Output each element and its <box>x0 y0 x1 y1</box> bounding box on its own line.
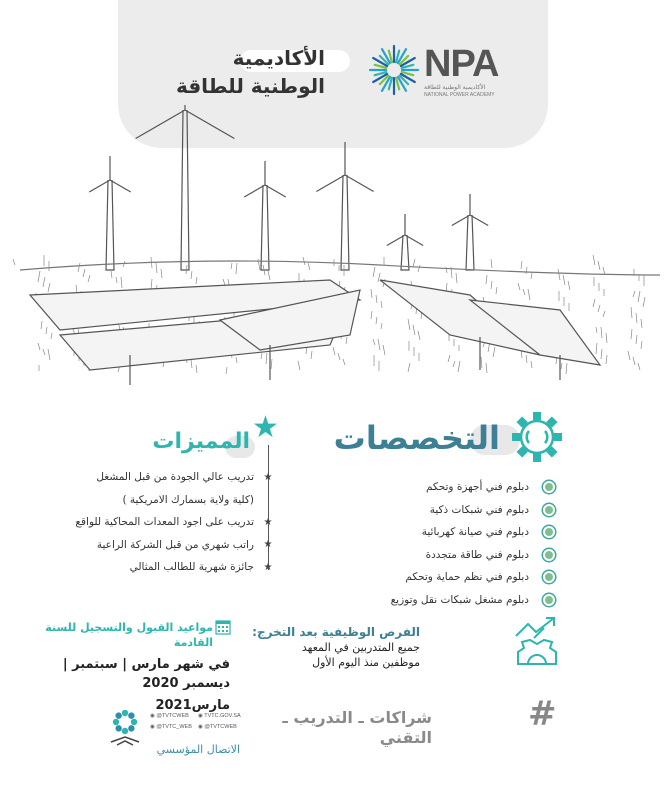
features-title: المميزات <box>152 429 250 454</box>
feature-star-icon: ★ <box>263 471 273 483</box>
spec-bullet-icon <box>543 481 555 493</box>
feature-item: تدريب على اجود المعدات المحاكية للواقع <box>75 516 254 529</box>
feature-item: جائزة شهرية للطالب المثالي <box>129 561 254 574</box>
spec-row <box>290 521 555 544</box>
feature-item: (كلية ولاية بسمارك الامريكية ) <box>122 493 254 506</box>
spec-bullet-icon <box>543 504 555 516</box>
specializations-list <box>290 476 555 611</box>
features-list <box>10 466 274 579</box>
jobs-line-1: جميع المتدربين في المعهد <box>301 641 420 654</box>
feature-item: تدريب عالي الجودة من قبل المشغل <box>96 471 254 484</box>
spec-bullet-icon <box>543 549 555 561</box>
feature-row <box>10 556 274 579</box>
feature-star-icon: ★ <box>263 561 273 573</box>
social-handle: TVTC.GOV.SA <box>204 713 241 719</box>
npa-logo-english: NATIONAL POWER ACADEMY <box>424 92 495 98</box>
gear-icon <box>508 408 566 466</box>
star-icon: ★ <box>252 410 279 445</box>
hashtag-icon: # <box>528 694 557 734</box>
feature-row <box>10 466 274 489</box>
social-website[interactable]: ◉ TVTC.GOV.SA <box>198 713 241 719</box>
npa-sunburst-icon <box>368 44 420 96</box>
title-line-2: الوطنية للطاقة <box>175 74 325 98</box>
spec-row <box>290 499 555 522</box>
social-handle: @TVTCWEB <box>204 724 237 730</box>
registration-dates: في شهر مارس | سبتمبر | ديسمبر 2020 <box>62 657 230 691</box>
spec-item: دبلوم فني شبكات ذكية <box>429 503 529 516</box>
jobs-title: الفرص الوظيفية بعد التخرج: <box>252 625 420 639</box>
social-instagram[interactable]: ◉ @TVTC_WEB <box>150 724 192 730</box>
npa-logo-text: NPA <box>424 43 499 85</box>
academy-title <box>150 44 325 100</box>
feature-item: راتب شهري من قبل الشركة الراعية <box>96 538 254 551</box>
spec-bullet-icon <box>543 571 555 583</box>
npa-logo <box>424 44 534 99</box>
spec-row <box>290 566 555 589</box>
jobs-section <box>237 624 505 670</box>
specializations-title: التخصصات <box>333 419 500 457</box>
spec-item: دبلوم فني أجهزة وتحكم <box>425 481 529 494</box>
hashtag-text: شراكات ـ التدريب ـ التقني <box>282 708 432 747</box>
social-links <box>150 712 246 731</box>
spec-row <box>290 589 555 612</box>
spec-bullet-icon <box>543 594 555 606</box>
corporate-communication: الاتصال المؤسسي <box>156 743 240 756</box>
spec-item: دبلوم مشغل شبكات نقل وتوزيع <box>390 593 529 606</box>
spec-row <box>290 476 555 499</box>
registration-title: مواعيد القبول والتسجيل للسنة القادمة <box>45 621 213 649</box>
feature-star-icon: ★ <box>263 516 273 528</box>
registration-section <box>15 620 230 715</box>
feature-row <box>10 534 274 557</box>
registration-dates-2021: مارس2021 <box>155 698 230 713</box>
npa-logo-arabic: الأكاديمية الوطنية للطاقة <box>424 84 486 91</box>
spec-item: دبلوم فني نظم حماية وتحكم <box>405 571 529 584</box>
title-line-1: الأكاديمية <box>232 46 325 70</box>
spec-row <box>290 544 555 567</box>
feature-star-icon: ★ <box>263 539 273 551</box>
social-snapchat[interactable]: ◉ @TVTCWEB <box>198 724 237 730</box>
social-handle: @TVTC_WEB <box>156 724 192 730</box>
spec-item: دبلوم فني طاقة متجددة <box>425 548 529 561</box>
spec-item: دبلوم فني صيانة كهربائية <box>421 526 529 539</box>
wind-solar-illustration <box>0 105 667 395</box>
growth-gear-icon <box>510 614 565 669</box>
jobs-line-2: موظفين منذ اليوم الأول <box>312 656 420 669</box>
feature-row <box>10 489 274 512</box>
tvtc-logo <box>108 705 142 747</box>
social-twitter[interactable]: ◉ @TVTCWEB <box>150 713 189 719</box>
spec-bullet-icon <box>543 526 555 538</box>
social-handle: @TVTCWEB <box>156 713 189 719</box>
feature-row <box>10 511 274 534</box>
